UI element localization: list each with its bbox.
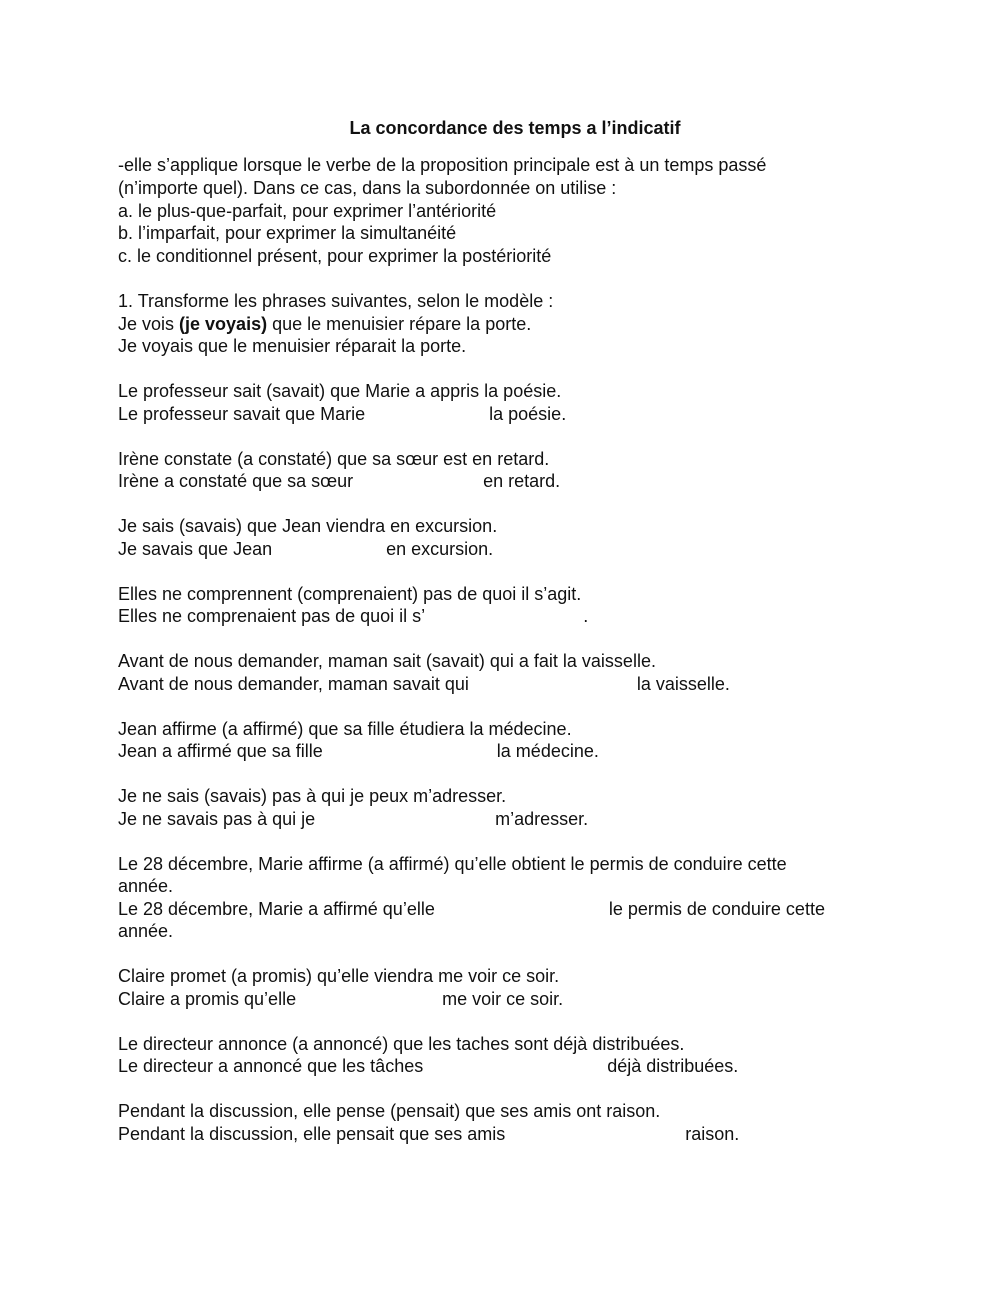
answer-before: Le 28 décembre, Marie a affirmé qu’elle	[118, 899, 435, 919]
answer-blank[interactable]	[469, 679, 637, 699]
answer-blank[interactable]	[425, 611, 583, 631]
exercise-answer-line	[118, 470, 560, 496]
answer-blank[interactable]	[315, 814, 495, 834]
answer-after: en retard.	[483, 471, 561, 491]
answer-blank[interactable]	[365, 409, 489, 429]
exercise-answer-line	[118, 1123, 739, 1149]
answer-after: la poésie.	[489, 404, 567, 424]
exercise-sentence: Le professeur sait (savait) que Marie a appris la poésie.	[118, 381, 562, 401]
exercise-sentence: Pendant la discussion, elle pense (pensait) que ses amis ont raison.	[118, 1101, 661, 1121]
answer-after: déjà distribuées.	[607, 1056, 739, 1076]
intro-line: b. l’imparfait, pour exprimer la simultanéité	[118, 223, 457, 243]
exercise-sentence: Irène constate (a constaté) que sa sœur est en retard.	[118, 449, 550, 469]
exercise-sentence: Elles ne comprennent (comprenaient) pas de quoi il s’agit.	[118, 584, 582, 604]
exercise-answer-line	[118, 538, 493, 564]
intro-line: a. le plus-que-parfait, pour exprimer l’antériorité	[118, 201, 497, 221]
answer-blank[interactable]	[272, 544, 386, 564]
model-after: que le menuisier répare la porte.	[267, 314, 532, 334]
intro-line: c. le conditionnel présent, pour exprimer la postériorité	[118, 246, 552, 266]
answer-before: Le directeur a annoncé que les tâches	[118, 1056, 424, 1076]
exercise-answer-line	[118, 605, 588, 631]
exercise-answer-line	[118, 673, 730, 699]
answer-after: la vaisselle.	[636, 674, 730, 694]
answer-blank[interactable]	[505, 1129, 685, 1149]
instruction: 1. Transforme les phrases suivantes, selon le modèle :	[118, 291, 554, 311]
exercise-sentence: Je sais (savais) que Jean viendra en excursion.	[118, 516, 498, 536]
answer-blank[interactable]	[323, 746, 497, 766]
model-bold: (je voyais)	[179, 314, 268, 334]
exercise-sentence: Le 28 décembre, Marie affirme (a affirmé) qu’elle obtient le permis de conduire cette	[118, 854, 787, 874]
exercise-sentence: Le directeur annonce (a annoncé) que les taches sont déjà distribuées.	[118, 1034, 685, 1054]
exercise-answer-line	[118, 1055, 738, 1081]
answer-after: le permis de conduire cette	[608, 899, 825, 919]
answer-before: Avant de nous demander, maman savait qui	[118, 674, 469, 694]
answer-before: Irène a constaté que sa sœur	[118, 471, 354, 491]
answer-after: .	[583, 606, 589, 626]
model-answer: Je voyais que le menuisier réparait la porte.	[118, 336, 467, 356]
answer-blank[interactable]	[353, 476, 483, 496]
exercise-sentence: Je ne sais (savais) pas à qui je peux m’adresser.	[118, 786, 507, 806]
answer-after: en excursion.	[386, 539, 494, 559]
model-sentence	[118, 313, 531, 336]
exercise-answer-line	[118, 988, 563, 1014]
exercise-answer-cont: année.	[118, 921, 174, 941]
exercise-sentence: Jean affirme (a affirmé) que sa fille étudiera la médecine.	[118, 719, 572, 739]
answer-after: m’adresser.	[495, 809, 589, 829]
answer-after: raison.	[685, 1124, 740, 1144]
exercise-answer-line	[118, 740, 599, 766]
answer-blank[interactable]	[423, 1061, 607, 1081]
answer-blank[interactable]	[296, 994, 442, 1014]
exercise-answer-line	[118, 898, 825, 924]
page-title: La concordance des temps a l’indicatif	[349, 118, 681, 138]
answer-after: me voir ce soir.	[442, 989, 564, 1009]
exercise-sentence: Claire promet (a promis) qu’elle viendra me voir ce soir.	[118, 966, 560, 986]
exercise-sentence-cont: année.	[118, 876, 174, 896]
exercise-answer-line	[118, 403, 566, 429]
exercise-sentence: Avant de nous demander, maman sait (savait) qui a fait la vaisselle.	[118, 651, 656, 671]
answer-blank[interactable]	[435, 904, 609, 924]
answer-before: Claire a promis qu’elle	[118, 989, 297, 1009]
answer-before: Jean a affirmé que sa fille	[118, 741, 323, 761]
answer-before: Le professeur savait que Marie	[118, 404, 366, 424]
intro-line: (n’importe quel). Dans ce cas, dans la subordonnée on utilise :	[118, 178, 617, 198]
answer-before: Je savais que Jean	[118, 539, 273, 559]
answer-before: Je ne savais pas à qui je	[118, 809, 316, 829]
answer-before: Elles ne comprenaient pas de quoi il s’	[118, 606, 426, 626]
answer-after: la médecine.	[496, 741, 599, 761]
intro-line: -elle s’applique lorsque le verbe de la proposition principale est à un temps passé	[118, 155, 767, 175]
answer-before: Pendant la discussion, elle pensait que ses amis	[118, 1124, 506, 1144]
exercise-answer-line	[118, 808, 588, 834]
model-before: Je vois	[118, 314, 180, 334]
